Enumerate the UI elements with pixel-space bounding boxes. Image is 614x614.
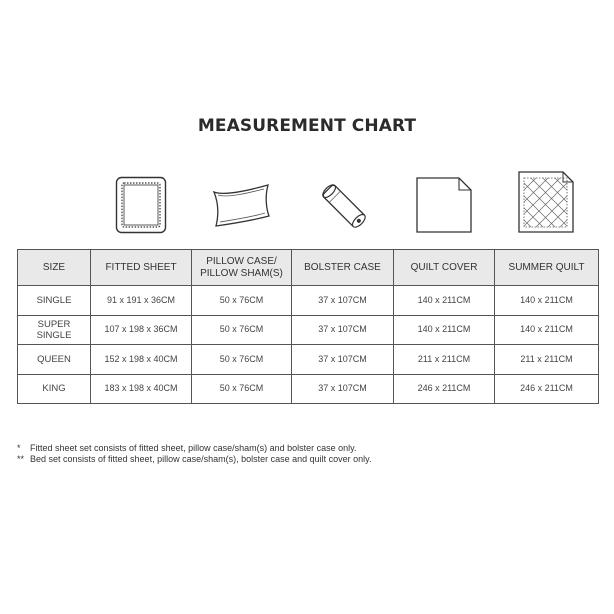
table-cell: 211 x 211CM: [394, 345, 495, 375]
quilt-cover-icon: [415, 174, 473, 234]
table-cell: 107 x 198 x 36CM: [91, 315, 192, 345]
table-cell: 152 x 198 x 40CM: [91, 345, 192, 375]
pillow-icon: [210, 180, 272, 230]
footnote-fitted-sheet-set: [17, 443, 607, 454]
measurement-table: [17, 249, 599, 404]
table-row: [18, 315, 599, 345]
table-cell: 50 x 76CM: [192, 286, 292, 316]
size-cell: SUPER SINGLE: [18, 315, 91, 345]
header-bolster-case: BOLSTER CASE: [292, 250, 394, 286]
header-summer-quilt: SUMMER QUILT: [495, 250, 599, 286]
table-cell: 246 x 211CM: [394, 374, 495, 404]
footnote-text: Fitted sheet set consists of fitted sheet, pillow case/sham(s) and bolster case only.: [30, 443, 357, 453]
table-cell: 140 x 211CM: [495, 315, 599, 345]
summer-quilt-icon: [517, 170, 575, 234]
table-row: [18, 286, 599, 316]
table-cell: 50 x 76CM: [192, 315, 292, 345]
fitted-sheet-icon: [115, 176, 167, 234]
size-cell: SINGLE: [18, 286, 91, 316]
table-cell: 140 x 211CM: [495, 286, 599, 316]
table-cell: 37 x 107CM: [292, 345, 394, 375]
footnote-bed-set: [17, 454, 607, 465]
footnote-text: Bed set consists of fitted sheet, pillow case/sham(s), bolster case and quilt cover only.: [30, 454, 372, 464]
footnote-mark: *: [17, 443, 21, 453]
table-cell: 140 x 211CM: [394, 286, 495, 316]
table-row: [18, 345, 599, 375]
page-title: MEASUREMENT CHART: [197, 116, 417, 136]
footnotes: [17, 443, 607, 465]
header-quilt-cover: QUILT COVER: [394, 250, 495, 286]
size-cell: QUEEN: [18, 345, 91, 375]
table-cell: 140 x 211CM: [394, 315, 495, 345]
bolster-icon: [315, 178, 373, 234]
header-pillow-case: PILLOW CASE/ PILLOW SHAM(S): [192, 250, 292, 286]
table-cell: 37 x 107CM: [292, 374, 394, 404]
table-cell: 37 x 107CM: [292, 286, 394, 316]
table-cell: 50 x 76CM: [192, 374, 292, 404]
table-cell: 37 x 107CM: [292, 315, 394, 345]
table-cell: 246 x 211CM: [495, 374, 599, 404]
footnote-mark: **: [17, 454, 25, 464]
header-fitted-sheet: FITTED SHEET: [91, 250, 192, 286]
table-cell: 183 x 198 x 40CM: [91, 374, 192, 404]
header-size: SIZE: [18, 250, 91, 286]
table-cell: 91 x 191 x 36CM: [91, 286, 192, 316]
size-cell: KING: [18, 374, 91, 404]
table-row: [18, 374, 599, 404]
table-cell: 211 x 211CM: [495, 345, 599, 375]
table-header-row: [18, 250, 599, 286]
table-cell: 50 x 76CM: [192, 345, 292, 375]
